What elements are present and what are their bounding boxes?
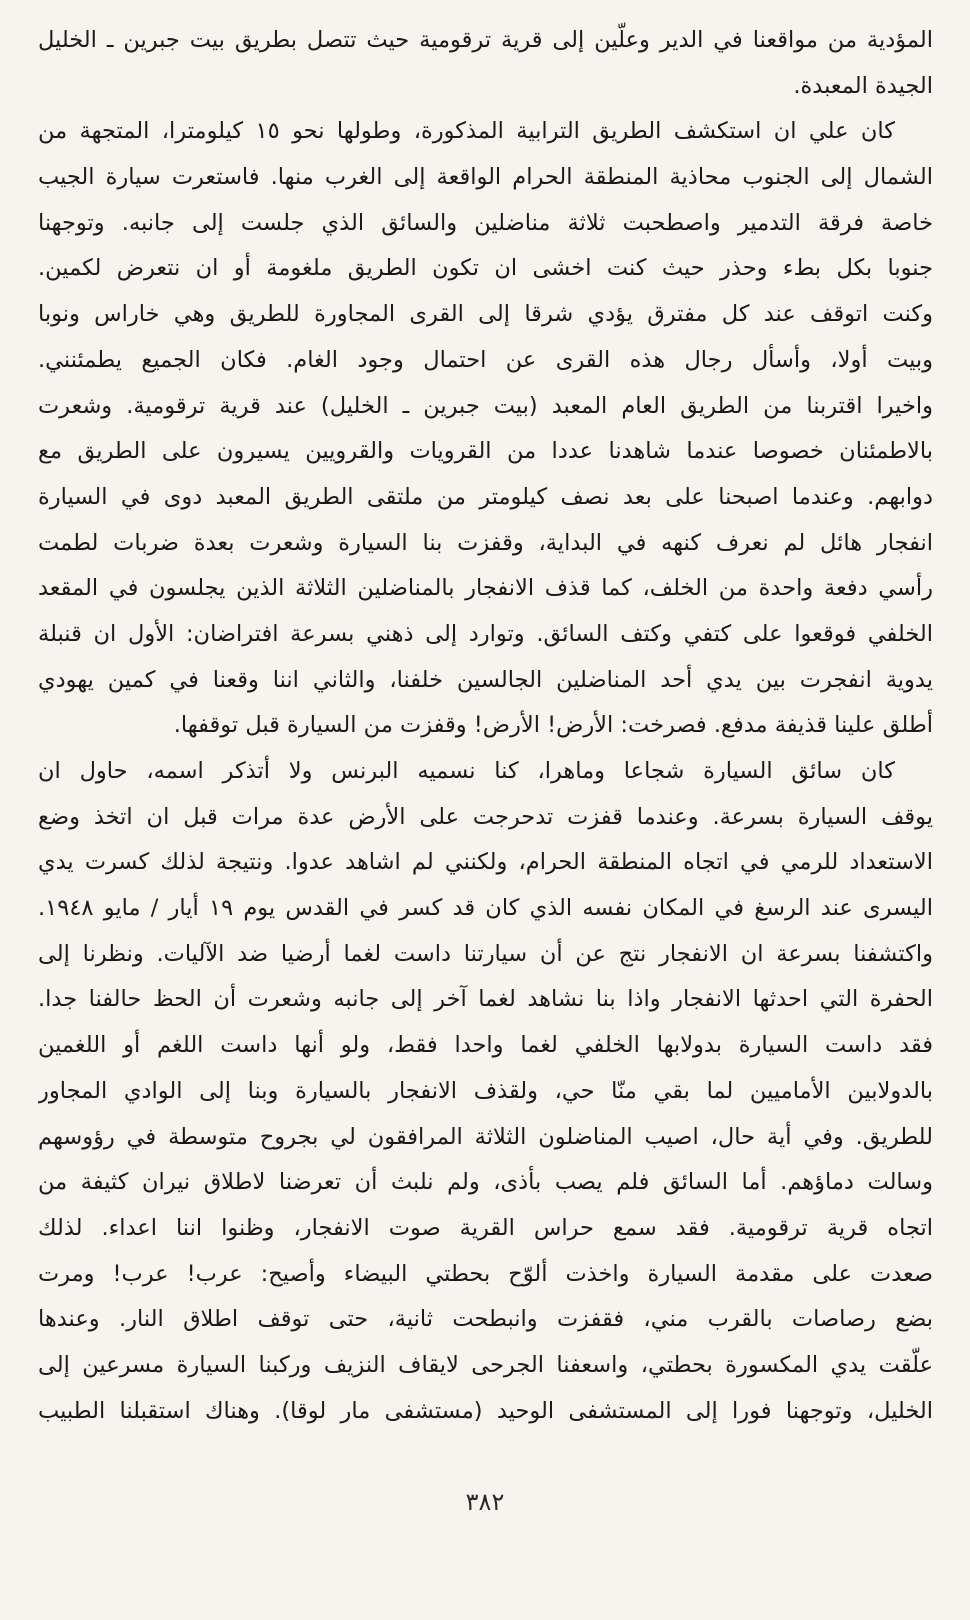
text-line: جنوبا بكل بطء وحذر حيث كنت اخشى ان تكون الطريق ملغومة أو ان نتعرض لكمين.	[38, 255, 933, 282]
text-line: صعدت على مقدمة السيارة واخذت ألوّح بحطتي البيضاء وأصيح: عرب! عرب! ومرت	[38, 1260, 933, 1287]
text-line: الشمال إلى الجنوب محاذية المنطقة الحرام الواقعة إلى الغرب منها. فاستعرت سيارة الجيب	[38, 164, 933, 191]
text-line: واكتشفنا بسرعة ان الانفجار نتج عن أن سيارتنا داست لغما أرضيا ضد الآليات. ونظرنا إلى	[38, 940, 933, 967]
text-line: بالاطمئنان خصوصا عندما شاهدنا عددا من القرويات والقرويين يسيرون على الطريق مع	[38, 438, 933, 465]
text-line: أطلق علينا قذيفة مدفع. فصرخت: الأرض! الأرض! وقفزت من السيارة قبل توقفها.	[173, 712, 933, 739]
text-line: الخليل، وتوجهنا فورا إلى المستشفى الوحيد (مستشفى مار لوقا). وهناك استقبلنا الطبيب	[38, 1397, 933, 1424]
text-line: خاصة فرقة التدمير واصطحبت ثلاثة مناضلين والسائق الذي جلست إلى جانبه. وتوجهنا	[38, 209, 933, 236]
text-line: المؤدية من مواقعنا في الدير وعلّين إلى قرية ترقومية حيث تتصل بطريق بيت جبرين ـ الخليل	[38, 27, 933, 53]
text-line: كان سائق السيارة شجاعا وماهرا، كنا نسميه البرنس ولا أتذكر اسمه، حاول ان	[38, 758, 895, 784]
text-line: للطريق. وفي أية حال، اصيب المناضلون الثلاثة المرافقون لي بجروح متوسطة في رؤوسهم	[38, 1123, 933, 1150]
text-line: كان علي ان استكشف الطريق الترابية المذكورة، وطولها نحو ١٥ كيلومترا، المتجهة من	[38, 118, 895, 145]
text-line: رأسي دفعة واحدة من الخلف، كما قذف الانفجار بالمناضلين الثلاثة الذين يجلسون في المقعد	[38, 575, 933, 602]
text-line: اليسرى عند الرسغ في المكان نفسه الذي كان قد كسر في القدس يوم ١٩ أيار / مايو ١٩٤٨.	[38, 895, 933, 922]
text-line: انفجار هائل لم نعرف كنهه في البداية، وقفزت بنا السيارة وشعرت بعدة ضربات لطمت	[38, 529, 933, 556]
text-line: وسالت دماؤهم. أما السائق فلم يصب بأذى، ولم نلبث أن تعرضنا لاطلاق نيران كثيفة من	[38, 1169, 933, 1196]
page-number: ٣٨٢	[465, 1488, 505, 1516]
text-line: الجيدة المعبدة.	[793, 72, 933, 99]
body-text	[38, 18, 933, 1434]
text-line: وبيت أولا، وأسأل رجال هذه القرى عن احتمال وجود الغام. فكان الجميع يطمئنني.	[38, 346, 933, 373]
text-line: يدوية انفجرت بين يدي أحد المناضلين الجالسين خلفنا، والثاني اننا وقعنا في كمين يهودي	[38, 666, 933, 693]
text-line: فقد داست السيارة بدولابها الخلفي لغما واحدا فقط، ولو أنها داست اللغم أو اللغمين	[38, 1032, 933, 1059]
text-line: واخيرا اقتربنا من الطريق العام المعبد (بيت جبرين ـ الخليل) عند قرية ترقومية. وشعرت	[38, 392, 933, 419]
text-line: دوابهم. وعندما اصبحنا على بعد نصف كيلومتر من ملتقى الطريق المعبد دوى في السيارة	[38, 483, 933, 510]
text-line: بضع رصاصات بالقرب مني، فقفزت وانبطحت ثانية، حتى توقف اطلاق النار. وعندها	[38, 1306, 933, 1333]
text-line: علّقت يدي المكسورة بحطتي، واسعفنا الجرحى لايقاف النزيف وركبنا السيارة مسرعين إلى	[38, 1351, 933, 1378]
text-line: الحفرة التي احدثها الانفجار واذا بنا نشاهد لغما آخر إلى جانبه وشعرت أن الحظ حالفنا جدا.	[38, 986, 933, 1013]
text-line: الخلفي فوقعوا على كتفي وكتف السائق. وتوارد إلى ذهني بسرعة افتراضان: الأول ان قنبلة	[38, 620, 933, 647]
text-line: يوقف السيارة بسرعة. وعندما قفزت تدحرجت على الأرض عدة مرات قبل ان اتخذ وضع	[38, 803, 933, 830]
text-line: الاستعداد للرمي في اتجاه المنطقة الحرام، ولكنني لم اشاهد عدوا. ونتيجة لذلك كسرت يدي	[38, 849, 933, 876]
text-line: وكنت اتوقف عند كل مفترق يؤدي شرقا إلى القرى المجاورة للطريق وهي خاراس ونوبا	[38, 301, 933, 328]
text-line: اتجاه قرية ترقومية. فقد سمع حراس القرية صوت الانفجار، وظنوا اننا اعداء. لذلك	[38, 1214, 933, 1241]
text-line: بالدولابين الأماميين لما بقي منّا حي، ولقذف الانفجار بالسيارة وبنا إلى الوادي المجاور	[38, 1077, 933, 1104]
